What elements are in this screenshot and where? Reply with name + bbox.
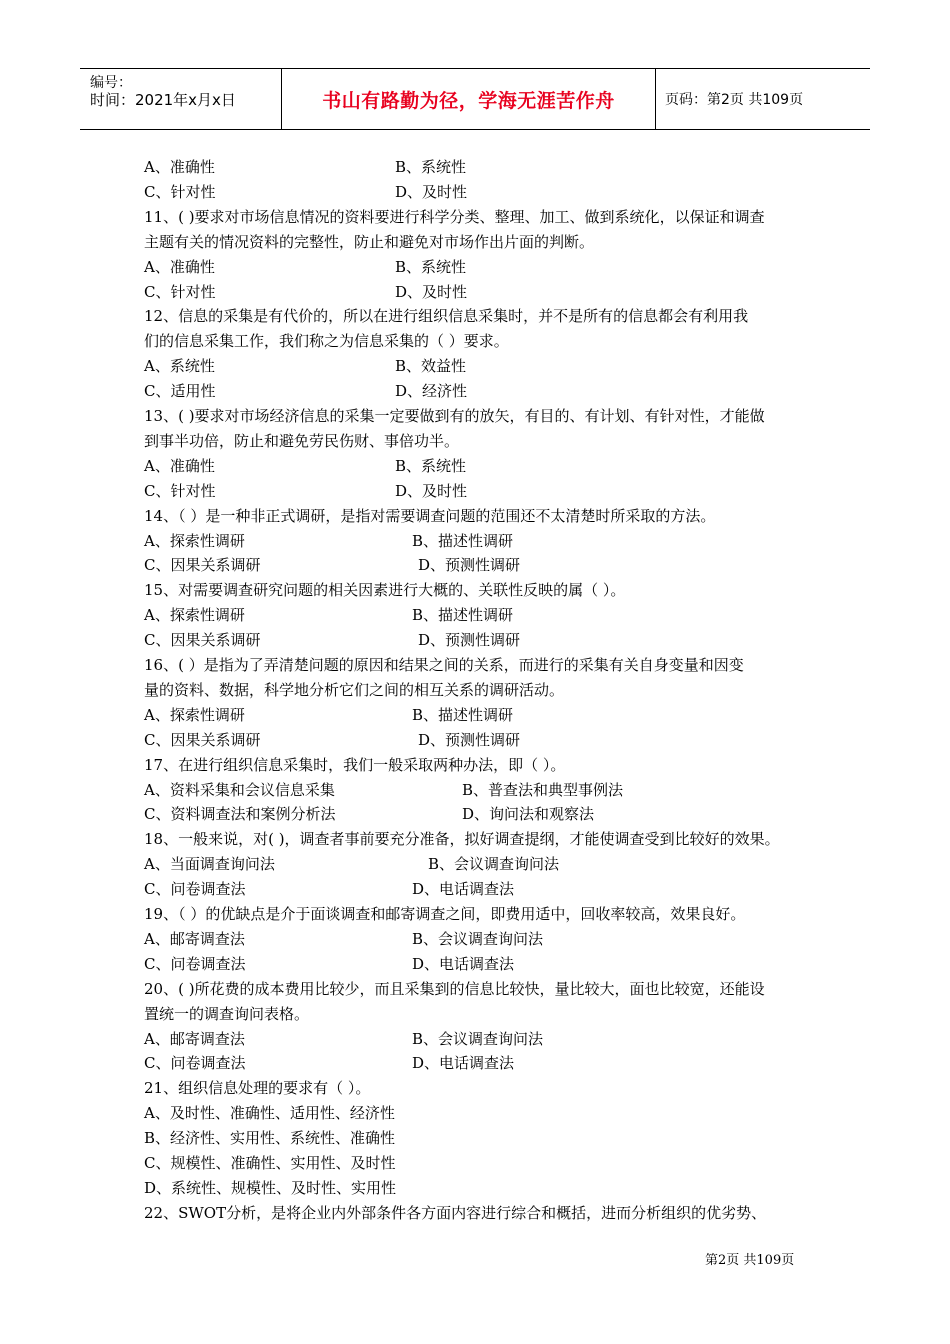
question-line: 19、（ ）的优缺点是介于面谈调查和邮寄调查之间，即费用适中，回收率较高，效果良好。 bbox=[144, 905, 746, 923]
answer-option: C、问卷调查法 bbox=[144, 880, 246, 898]
answer-option: D、及时性 bbox=[395, 482, 468, 500]
question-line: 量的资料、数据，科学地分析它们之间的相互关系的调研活动。 bbox=[144, 681, 565, 699]
answer-option: C、针对性 bbox=[144, 482, 216, 500]
answer-option: D、预测性调研 bbox=[418, 731, 521, 749]
document-code-label: 编号： bbox=[90, 75, 132, 91]
answer-option: A、准确性 bbox=[144, 258, 215, 276]
answer-option: B、会议调查询问法 bbox=[428, 855, 560, 873]
answer-option: B、系统性 bbox=[395, 158, 467, 176]
answer-option: B、描述性调研 bbox=[412, 532, 514, 550]
answer-option: A、准确性 bbox=[144, 457, 215, 475]
answer-option: A、资料采集和会议信息采集 bbox=[144, 781, 335, 799]
answer-option: A、当面调查询问法 bbox=[144, 855, 275, 873]
answer-option: B、系统性 bbox=[395, 457, 467, 475]
header-motto: 书山有路勤为径，学海无涯苦作舟 bbox=[322, 90, 615, 112]
question-line: 置统一的调查询问表格。 bbox=[144, 1005, 310, 1023]
answer-option: C、问卷调查法 bbox=[144, 1054, 246, 1072]
question-line: 主题有关的情况资料的完整性，防止和避免对市场作出片面的判断。 bbox=[144, 233, 595, 251]
question-line: 们的信息采集工作，我们称之为信息采集的（ ）要求。 bbox=[144, 332, 509, 350]
answer-option: C、因果关系调研 bbox=[144, 631, 261, 649]
answer-option: B、系统性 bbox=[395, 258, 467, 276]
question-line: 13、( )要求对市场经济信息的采集一定要做到有的放矢，有目的、有计划、有针对性，才能做 bbox=[144, 407, 765, 425]
answer-option: B、效益性 bbox=[395, 357, 467, 375]
answer-option: C、因果关系调研 bbox=[144, 731, 261, 749]
answer-option: A、邮寄调查法 bbox=[144, 1030, 245, 1048]
question-line: 17、在进行组织信息采集时，我们一般采取两种办法，即（ ）。 bbox=[144, 756, 566, 774]
answer-option: B、会议调查询问法 bbox=[412, 1030, 544, 1048]
question-line: 20、( )所花费的成本费用比较少，而且采集到的信息比较快，量比较大，面也比较宽，还能设 bbox=[144, 980, 765, 998]
question-line: 14、（ ）是一种非正式调研，是指对需要调查问题的范围还不太清楚时所采取的方法。 bbox=[144, 507, 716, 525]
answer-option: C、问卷调查法 bbox=[144, 955, 246, 973]
question-line: 12、信息的采集是有代价的，所以在进行组织信息采集时，并不是所有的信息都会有利用我 bbox=[144, 307, 749, 325]
question-line: B、经济性、实用性、系统性、准确性 bbox=[144, 1129, 396, 1147]
answer-option: A、探索性调研 bbox=[144, 706, 245, 724]
answer-option: D、电话调查法 bbox=[412, 1054, 515, 1072]
answer-option: C、资料调查法和案例分析法 bbox=[144, 805, 336, 823]
answer-option: D、询问法和观察法 bbox=[462, 805, 595, 823]
answer-option: D、电话调查法 bbox=[412, 880, 515, 898]
footer-page-number: 第2页 共109页 bbox=[705, 1253, 795, 1268]
answer-option: D、预测性调研 bbox=[418, 556, 521, 574]
answer-option: B、普查法和典型事例法 bbox=[462, 781, 624, 799]
question-line: 11、( )要求对市场信息情况的资料要进行科学分类、整理、加工、做到系统化，以保证和调查 bbox=[144, 208, 765, 226]
question-line: 18、一般来说，对( )，调查者事前要充分准备，拟好调查提纲，才能使调查受到比较好的效果。 bbox=[144, 830, 780, 848]
answer-option: C、适用性 bbox=[144, 382, 216, 400]
answer-option: B、会议调查询问法 bbox=[412, 930, 544, 948]
answer-option: D、经济性 bbox=[395, 382, 468, 400]
answer-option: A、邮寄调查法 bbox=[144, 930, 245, 948]
document-date-label: 时间：2021年x月x日 bbox=[90, 91, 236, 109]
answer-option: C、针对性 bbox=[144, 283, 216, 301]
question-line: 到事半功倍，防止和避免劳民伤财、事倍功半。 bbox=[144, 432, 460, 450]
answer-option: C、针对性 bbox=[144, 183, 216, 201]
answer-option: D、电话调查法 bbox=[412, 955, 515, 973]
question-line: D、系统性、规模性、及时性、实用性 bbox=[144, 1179, 397, 1197]
answer-option: B、描述性调研 bbox=[412, 606, 514, 624]
answer-option: A、探索性调研 bbox=[144, 606, 245, 624]
answer-option: C、因果关系调研 bbox=[144, 556, 261, 574]
question-line: 22、SWOT分析，是将企业内外部条件各方面内容进行综合和概括，进而分析组织的优劣势、 bbox=[144, 1204, 767, 1222]
question-line: A、及时性、准确性、适用性、经济性 bbox=[144, 1104, 395, 1122]
answer-option: D、预测性调研 bbox=[418, 631, 521, 649]
header-page-number: 页码：第2页 共109页 bbox=[665, 92, 804, 108]
answer-option: D、及时性 bbox=[395, 283, 468, 301]
answer-option: D、及时性 bbox=[395, 183, 468, 201]
question-line: C、规模性、准确性、实用性、及时性 bbox=[144, 1154, 396, 1172]
answer-option: A、探索性调研 bbox=[144, 532, 245, 550]
question-line: 21、组织信息处理的要求有（ ）。 bbox=[144, 1079, 371, 1097]
question-line: 15、对需要调查研究问题的相关因素进行大概的、关联性反映的属（ ）。 bbox=[144, 581, 626, 599]
answer-option: A、准确性 bbox=[144, 158, 215, 176]
answer-option: B、描述性调研 bbox=[412, 706, 514, 724]
question-line: 16、( ）是指为了弄清楚问题的原因和结果之间的关系，而进行的采集有关自身变量和因变 bbox=[144, 656, 744, 674]
answer-option: A、系统性 bbox=[144, 357, 215, 375]
